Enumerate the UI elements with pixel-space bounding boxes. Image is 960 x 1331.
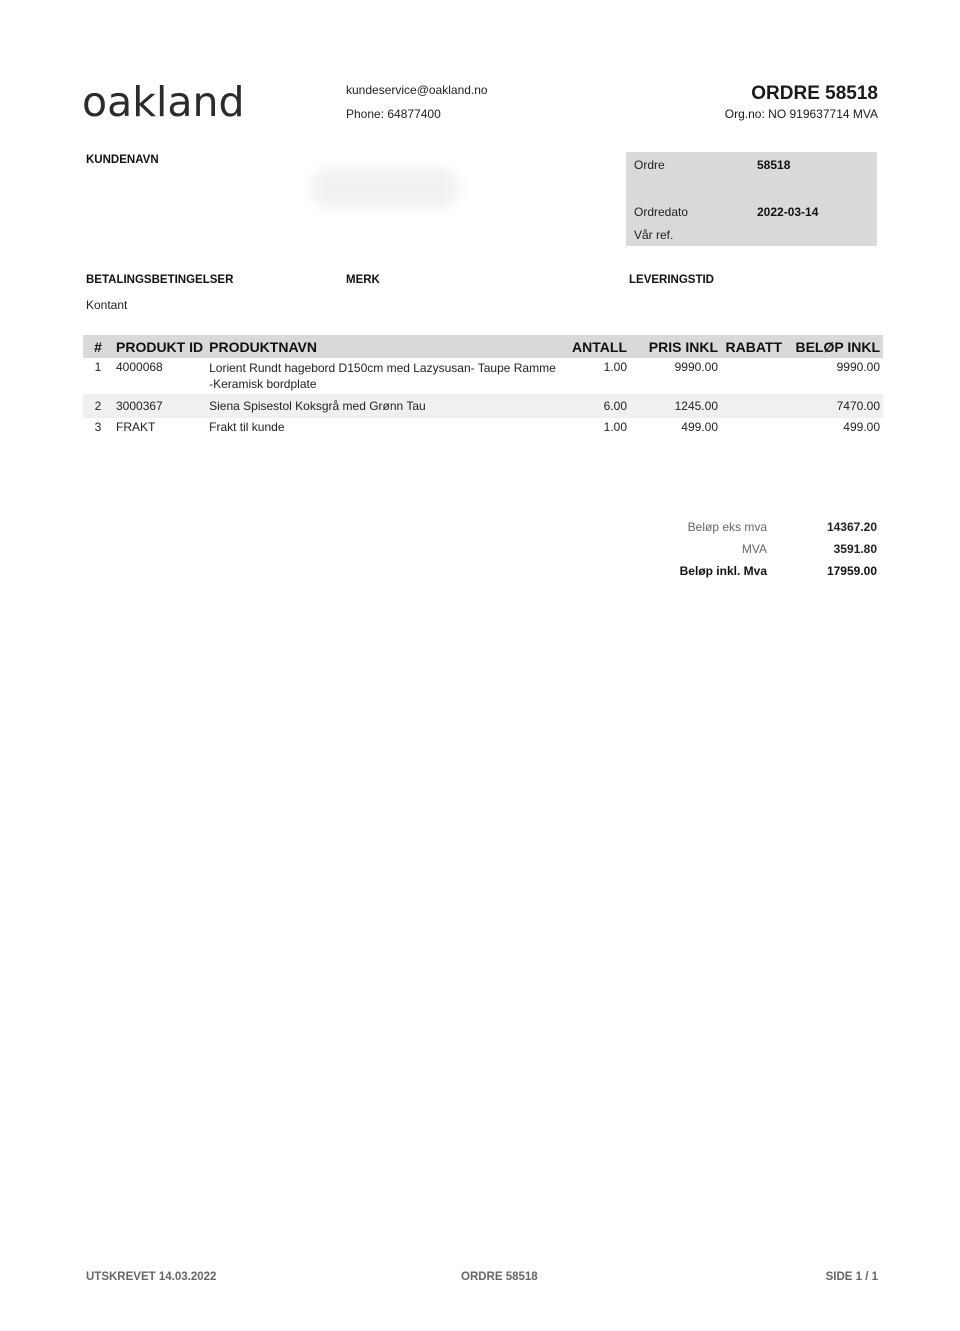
- total-inc-vat-label: Beløp inkl. Mva: [679, 564, 767, 578]
- row-quantity: 1.00: [603, 420, 627, 434]
- row-product-name: Lorient Rundt hagebord D150cm med Lazysusan- Taupe Ramme -Keramisk bordplate: [209, 361, 556, 391]
- table-row: [83, 394, 883, 418]
- table-row: [83, 418, 883, 436]
- row-discount: [721, 418, 785, 436]
- total-ex-vat-label: Beløp eks mva: [687, 520, 767, 534]
- our-ref-label: Vår ref.: [634, 228, 674, 242]
- payment-terms-label: BETALINGSBETINGELSER: [86, 274, 234, 286]
- row-amount: 499.00: [843, 420, 880, 434]
- vat-value: 3591.80: [833, 542, 877, 556]
- company-logo: oakland: [82, 78, 245, 126]
- table-header-row: [83, 335, 883, 358]
- row-number: 3: [94, 420, 102, 434]
- delivery-time-label: LEVERINGSTID: [629, 274, 714, 286]
- order-items-table: [83, 335, 883, 436]
- footer-page-number: SIDE 1 / 1: [825, 1271, 878, 1283]
- footer-order: ORDRE 58518: [461, 1271, 538, 1283]
- total-inc-vat-value: 17959.00: [826, 564, 877, 578]
- totals-row: [567, 560, 877, 582]
- col-header-number: #: [83, 335, 113, 358]
- col-header-discount: RABATT: [721, 335, 785, 358]
- row-number: 2: [83, 394, 113, 418]
- col-header-product-name: PRODUKTNAVN: [206, 335, 562, 358]
- row-quantity: 6.00: [562, 394, 630, 418]
- row-product-id: FRAKT: [116, 420, 156, 434]
- row-product-name: Siena Spisestol Koksgrå med Grønn Tau: [206, 394, 562, 418]
- row-price: 499.00: [681, 420, 718, 434]
- row-quantity: 1.00: [603, 360, 627, 374]
- col-header-product-id: PRODUKT ID: [113, 335, 206, 358]
- org-number: Org.no: NO 919637714 MVA: [724, 107, 878, 121]
- row-product-id: 4000068: [116, 360, 163, 374]
- payment-terms-value: Kontant: [86, 298, 128, 312]
- row-amount: 9990.00: [836, 360, 880, 374]
- note-label: MERK: [346, 274, 380, 286]
- row-number: 1: [94, 360, 102, 374]
- totals-row: [567, 538, 877, 560]
- order-date-value: 2022-03-14: [757, 205, 819, 219]
- order-date-label: Ordredato: [634, 205, 689, 219]
- totals-row: [567, 516, 877, 538]
- row-discount: [721, 394, 785, 418]
- row-discount: [721, 358, 785, 394]
- col-header-amount: BELØP INKL: [785, 335, 883, 358]
- row-price: 1245.00: [630, 394, 721, 418]
- vat-label: MVA: [741, 542, 767, 556]
- col-header-price: PRIS INKL: [630, 335, 721, 358]
- contact-phone: Phone: 64877400: [346, 107, 441, 121]
- contact-email: kundeservice@oakland.no: [346, 83, 488, 97]
- totals-table: [567, 516, 877, 582]
- order-info-box: [626, 152, 877, 246]
- order-label: Ordre: [634, 158, 665, 172]
- row-amount: 7470.00: [785, 394, 883, 418]
- col-header-quantity: ANTALL: [562, 335, 630, 358]
- order-title: ORDRE 58518: [751, 83, 878, 104]
- row-product-id: 3000367: [113, 394, 206, 418]
- footer-printed-date: UTSKREVET 14.03.2022: [86, 1271, 217, 1283]
- order-value: 58518: [757, 158, 791, 172]
- redacted-customer-info: [310, 168, 460, 208]
- total-ex-vat-value: 14367.20: [826, 520, 877, 534]
- customer-name-label: KUNDENAVN: [86, 154, 159, 166]
- row-product-name: Frakt til kunde: [209, 420, 285, 434]
- row-price: 9990.00: [674, 360, 718, 374]
- table-row: [83, 358, 883, 394]
